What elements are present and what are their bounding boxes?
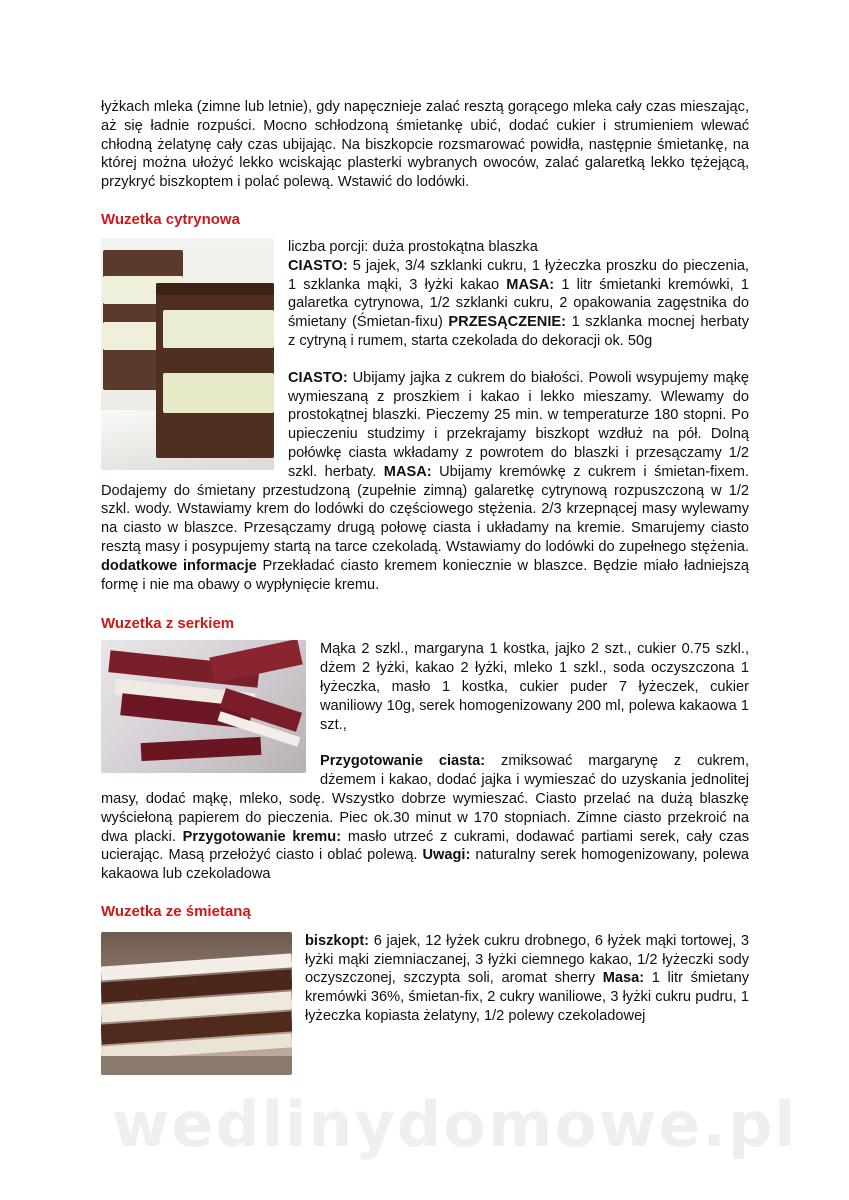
document-page (101, 98, 749, 1079)
recipe1-title: Wuzetka cytrynowa (101, 210, 240, 228)
recipe3-title: Wuzetka ze śmietaną (101, 902, 251, 920)
recipe3-label1: biszkopt: (305, 932, 370, 949)
lemon-cake-photo (101, 238, 274, 470)
recipe1-prep-label3: dodatkowe informacje (101, 557, 257, 574)
recipe1-prep-text3: Przekładać ciasto kremem koniecznie w blaszce. Będzie miało ładniejszą formę i nie ma obawy o wypłynięcie kremu. (101, 557, 749, 593)
recipe1-section (101, 238, 749, 594)
recipe2-prep-label2: Przygotowanie kremu: (182, 828, 342, 845)
recipe1-ing-label3: PRZESĄCZENIE: (448, 314, 566, 331)
recipe1-servings: liczba porcji: duża prostokątna blaszka (288, 238, 538, 255)
recipe2-prep-text1: zmiksować margarynę z cukrem, dżemem i kakao, dodać jajka i wymieszać do uzyskania jednolitej masy, dodać mąkę, mleko, sodę. Wszystko dobrze wymieszać. Ciasto przelać na dużą blaszkę wyściełoną papierem do pieczenia. Piec ok.30 minut w 170 stopniach. Zimne ciasto przekroić na dwa placki. (101, 753, 750, 845)
recipe1-ing-text2: 1 litr śmietanki kremówki, 1 galaretka cytrynowa, 1/2 szklanki cukru, 2 opakowania zagęstnika do śmietany (Śmietan-fixu) (288, 276, 749, 331)
recipe2-title: Wuzetka z serkiem (101, 615, 235, 633)
recipe2-prep-label1: Przygotowanie ciasta: (320, 753, 486, 770)
recipe3-text2: 1 litr śmietany kremówki 36%, śmietan-fix, 2 cukry waniliowe, 3 łyżki cukru pudru, 1 łyżeczka kopiasta żelatyny, 1/2 polewy czekoladowej (305, 970, 749, 1025)
recipe3-text1: 6 jajek, 12 łyżek cukru drobnego, 6 łyżek mąki tortowej, 3 łyżki mąki ziemniaczanej, 3 łyżki ciemnego kakao, 1/2 łyżeczki sody oczyszczonej, szczypta soli, aromat sherry (305, 932, 749, 987)
recipe1-prep-text2: Ubijamy kremówkę z cukrem i śmietan-fixem. Dodajemy do śmietany przestudzoną (zupełnie zimną) galaretkę cytrynową rozpuszczoną w 1/2 szkl. wody. Wstawiamy krem do lodówki do częściowego stężenia. 2/3 krzepnącej masy wylewamy na ciasto w blaszce. Przesączamy drugą połowę ciasta i układamy na kremie. Smarujemy ciasto resztą masy i posypujemy startą na tarce czekoladą. Wstawiamy do lodówki do zupełnego stężenia. (101, 463, 749, 555)
recipe1-ing-text1: 5 jajek, 3/4 szklanki cukru, 1 łyżeczka proszku do pieczenia, 1 szklanka mąki, 3 łyżki kakao (288, 257, 749, 293)
red-cake-photo (101, 640, 306, 773)
recipe1-prep-text1: Ubijamy jajka z cukrem do białości. Powoli wsypujemy mąkę wymieszaną z proszkiem i kakao i lekko mieszamy. Wlewamy do prostokątnej blaszki. Pieczemy 25 min. w temperaturze 180 stopni. Po upieczeniu studzimy i przekrajamy biszkopt wzdłuż na pół. Dolną połówkę ciasta wkładamy z powrotem do blaszki i przesączamy 1/2 szkl. herbaty. (288, 369, 749, 480)
recipe1-ing-text3: 1 szklanka mocnej herbaty z cytryną i rumem, starta czekolada do dekoracji ok. 50g (288, 314, 749, 349)
recipe2-section (101, 640, 749, 884)
recipe2-prep-label3: Uwagi: (422, 847, 471, 864)
recipe2-prep-text3: naturalny serek homogenizowany, polewa kakaowa lub czekoladowa (101, 847, 749, 883)
intro-paragraph: łyżkach mleka (zimne lub letnie), gdy napęcznieje zalać resztą gorącego mleka cały czas mieszając, aż się ładnie rozpuści. Mocno schłodzoną śmietankę ubić, dodać cukier i strumieniem wlewać chłodną żelatynę cały czas ubijając. Na biszkopcie rozsmarować powidła, następnie śmietankę, na której można ułożyć lekko wciskając plasterki wybranych owoców, zalać galaretką lekko tężejącą, przykryć biszkoptem i polać polewą. Wstawić do lodówki. (101, 99, 749, 191)
recipe1-prep-label2: MASA: (383, 463, 432, 480)
recipe1-ing-label1: CIASTO: (288, 257, 348, 274)
recipe2-prep-text2: masło utrzeć z cukrami, dodawać partiami serek, cały czas ucierając. Masą przełożyć ciasto i oblać polewą. (101, 828, 749, 864)
recipe2-ingredients: Mąka 2 szkl., margaryna 1 kostka, jajko 2 szt., cukier 0.75 szkl., dżem 2 łyżki, kakao 2 łyżki, mleko 1 szkl., soda oczyszczona 1 łyżeczka, masło 1 kostka, cukier puder 7 łyżeczek, cukier waniliowy 10g, serek homogenizowany 200 ml, polewa kakaowa 1 szt., (320, 641, 749, 733)
recipe1-prep-label1: CIASTO: (288, 369, 348, 386)
recipe3-label2: Masa: (602, 970, 645, 987)
recipe3-section (101, 932, 749, 1079)
site-watermark: wedlinydomowe.pl (112, 1088, 798, 1161)
recipe1-ing-label2: MASA: (506, 276, 555, 293)
cream-cake-photo (101, 932, 292, 1075)
